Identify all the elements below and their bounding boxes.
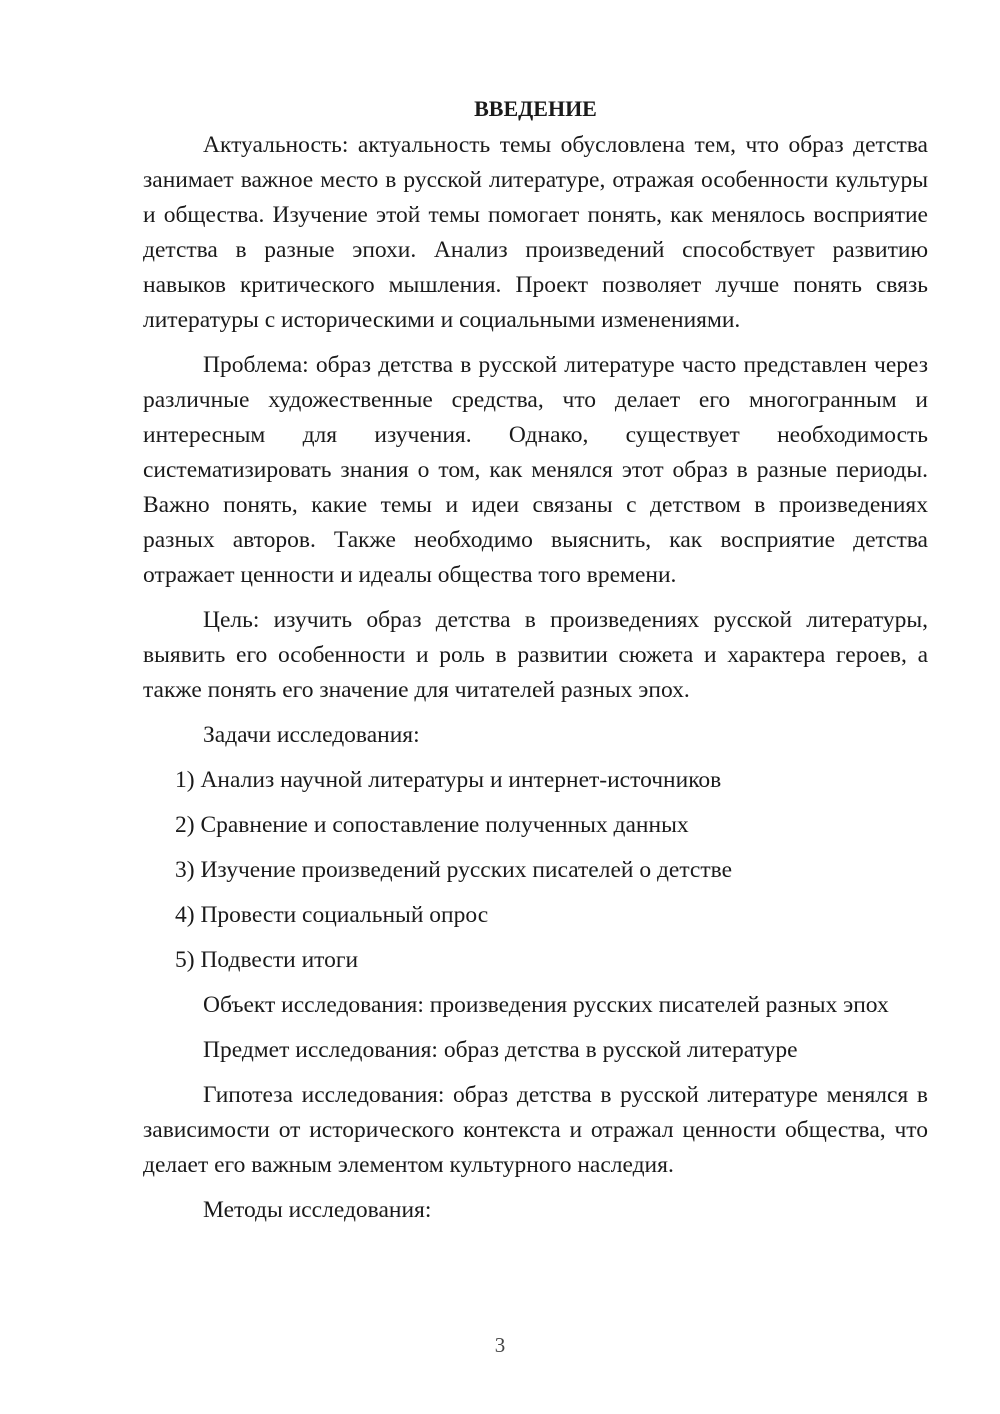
task-item: 3) Изучение произведений русских писателей о детстве bbox=[175, 857, 733, 883]
hypothesis-paragraph: Гипотеза исследования: образ детства в русской литературе менялся в зависимости от исторического контекста и отражал ценности общества, что делает его важным элементом культурного наследия. bbox=[143, 1082, 928, 1178]
goal-paragraph: Цель: изучить образ детства в произведениях русской литературы, выявить его особенности и роль в развитии сюжета и характера героев, а также понять его значение для читателей разных эпох. bbox=[143, 607, 928, 703]
methods-heading: Методы исследования: bbox=[203, 1197, 432, 1223]
page-number: 3 bbox=[494, 1333, 506, 1357]
tasks-list bbox=[143, 763, 928, 978]
section-title: ВВЕДЕНИЕ bbox=[474, 96, 597, 121]
task-item: 2) Сравнение и сопоставление полученных данных bbox=[175, 812, 689, 838]
subject-paragraph: Предмет исследования: образ детства в русской литературе bbox=[203, 1037, 798, 1063]
task-item: 1) Анализ научной литературы и интернет-источников bbox=[175, 767, 722, 793]
tasks-heading: Задачи исследования: bbox=[203, 722, 420, 748]
problem-paragraph: Проблема: образ детства в русской литературе часто представлен через различные художественные средства, что делает его многогранным и интересным для изучения. Однако, существует необходимость систематизировать знания о том, как менялся этот образ в разные периоды. Важно понять, какие темы и идеи связаны с детством в произведениях разных авторов. Также необходимо выяснить, как восприятие детства отражает ценности и идеалы общества того времени. bbox=[143, 352, 928, 588]
task-item: 5) Подвести итоги bbox=[175, 947, 359, 973]
document-page bbox=[143, 92, 928, 1238]
object-paragraph: Объект исследования: произведения русских писателей разных эпох bbox=[203, 992, 889, 1018]
task-item: 4) Провести социальный опрос bbox=[175, 902, 489, 928]
relevance-paragraph: Актуальность: актуальность темы обусловлена тем, что образ детства занимает важное место в русской литературе, отражая особенности культуры и общества. Изучение этой темы помогает понять, как менялось восприятие детства в разные эпохи. Анализ произведений способствует развитию навыков критического мышления. Проект позволяет лучше понять связь литературы с историческими и социальными изменениями. bbox=[143, 132, 928, 333]
